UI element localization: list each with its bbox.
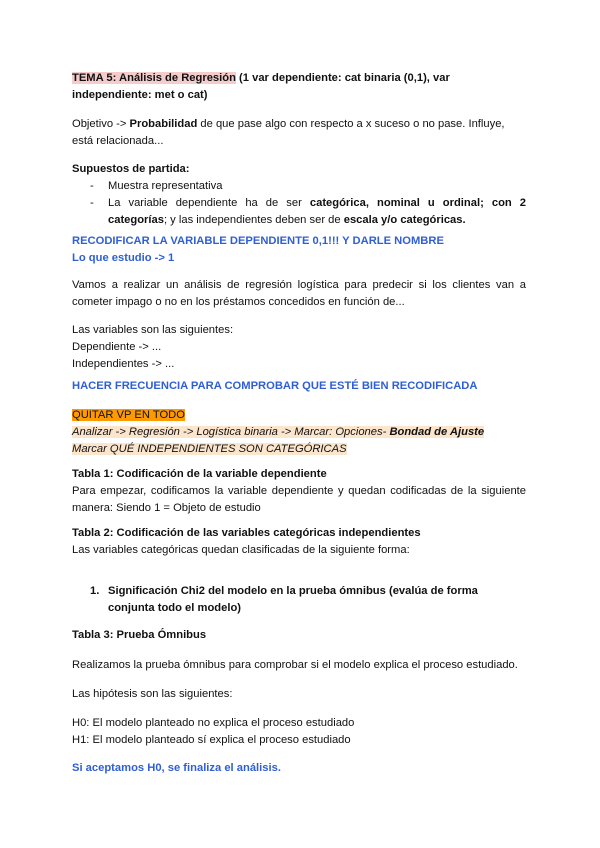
- supuesto-1: Muestra representativa: [108, 180, 223, 192]
- hipotesis-h1: H1: El modelo planteado sí explica el proceso estudiado: [72, 734, 351, 746]
- objetivo-bold: Probabilidad: [129, 118, 198, 130]
- document-title: [72, 70, 526, 104]
- list-number: 1.: [90, 585, 100, 597]
- final-note: Si aceptamos H0, se finaliza el análisis.: [72, 762, 281, 774]
- title-rest: (1 var dependiente: cat binaria (0,1), var independiente: met o cat): [72, 72, 450, 101]
- supuesto-2c: con 2 categorías: [108, 197, 527, 226]
- supuestos-list: [72, 178, 526, 229]
- supuesto-2b: categórica, nominal u ordinal;: [309, 197, 484, 209]
- frecuencia-note: HACER FRECUENCIA PARA COMPROBAR QUE ESTÉ BIEN RECODIFICADA: [72, 380, 478, 392]
- tabla2-text: Las variables categóricas quedan clasificadas de la siguiente forma:: [72, 544, 410, 556]
- tabla2-heading: Tabla 2: Codificación de las variables categóricas independientes: [72, 527, 421, 539]
- marcar-categoricas: Marcar QUÉ INDEPENDIENTES SON CATEGÓRICAS: [72, 443, 347, 455]
- title-tema: TEMA 5:: [72, 72, 117, 84]
- bondad-ajuste: Bondad de Ajuste: [389, 426, 485, 438]
- title-analisis: Análisis de Regresión: [119, 72, 236, 84]
- supuestos-section: [72, 161, 526, 229]
- analizar-path: [72, 426, 484, 438]
- supuesto-2a: La variable dependiente ha de ser: [108, 197, 310, 209]
- omnibus-text: Realizamos la prueba ómnibus para comprobar si el modelo explica el proceso estudiado.: [72, 659, 518, 671]
- supuesto-2e: escala y/o categóricas.: [343, 214, 466, 226]
- quitar-vp-note: QUITAR VP EN TODO: [72, 409, 185, 421]
- tabla1-heading: Tabla 1: Codificación de la variable dependiente: [72, 468, 327, 480]
- recodificar-line-1: RECODIFICAR LA VARIABLE DEPENDIENTE 0,1!!! Y DARLE NOMBRE: [72, 235, 444, 247]
- intro-paragraph: Vamos a realizar un análisis de regresión logística para predecir si los clientes van a cometer impago o no en los préstamos concedidos en función de...: [72, 279, 526, 308]
- tabla1-section: [72, 466, 526, 517]
- analizar-text: Analizar -> Regresión -> Logística binaria -> Marcar: Opciones-: [72, 426, 390, 438]
- recodificar-line-2: Lo que estudio -> 1: [72, 252, 175, 264]
- supuesto-2d: ; y las independientes deben ser de: [163, 214, 344, 226]
- variables-section: [72, 322, 526, 373]
- instrucciones-section: [72, 407, 526, 458]
- recodificar-note: [72, 233, 526, 267]
- variables-line-2: Dependiente -> ...: [72, 341, 162, 353]
- chi2-item-text: Significación Chi2 del modelo en la prueba ómnibus (evalúa de forma conjunta todo el modelo): [108, 585, 478, 614]
- list-item: [72, 195, 526, 229]
- numbered-list: [72, 583, 526, 617]
- variables-line-3: Independientes -> ...: [72, 358, 175, 370]
- tabla3-heading: Tabla 3: Prueba Ómnibus: [72, 629, 207, 641]
- list-item: [72, 583, 526, 617]
- objetivo-post: de que pase algo con respecto a x suceso o no pase. Influye, está relacionada...: [72, 118, 505, 147]
- objetivo-paragraph: [72, 116, 526, 150]
- objetivo-pre: Objetivo ->: [72, 118, 130, 130]
- hipotesis-h0: H0: El modelo planteado no explica el proceso estudiado: [72, 717, 355, 729]
- variables-line-1: Las variables son las siguientes:: [72, 324, 234, 336]
- hipotesis-intro: Las hipótesis son las siguientes:: [72, 688, 233, 700]
- tabla1-text: Para empezar, codificamos la variable dependiente y quedan codificadas de la siguiente manera: Siendo 1 = Objeto de estudio: [72, 485, 526, 514]
- supuestos-heading: Supuestos de partida:: [72, 163, 190, 175]
- hipotesis-list: [72, 715, 526, 749]
- list-item: [72, 178, 526, 195]
- tabla2-section: [72, 525, 526, 559]
- title-highlight: [72, 72, 236, 84]
